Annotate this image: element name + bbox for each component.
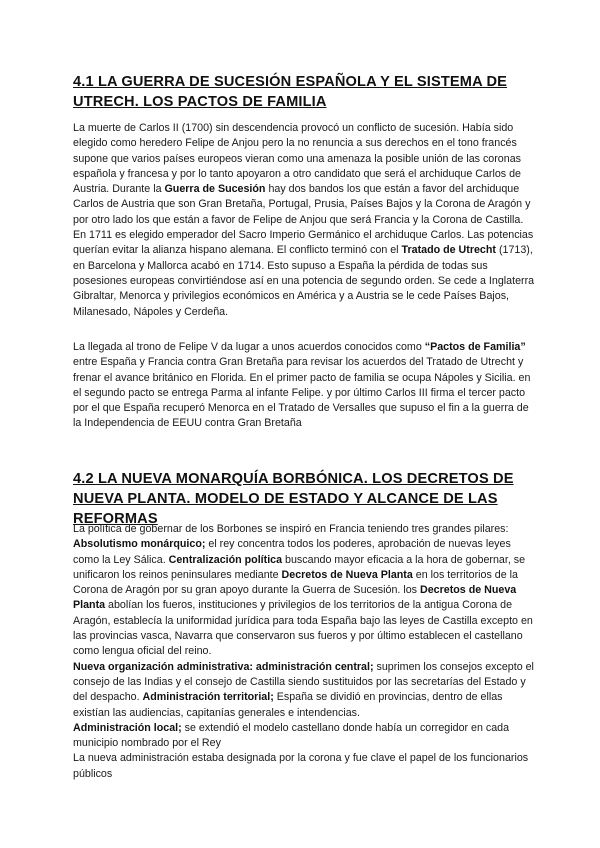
bold-term: Administración territorial; (142, 691, 274, 704)
text-run: buscando mayor eficacia a la hora de gobernar, se unificaron los reinos peninsulares mediante (73, 553, 526, 581)
bold-term: Decretos de Nueva Planta (281, 568, 413, 581)
bold-term: Administración local; (73, 721, 182, 734)
text-run: abolían los fueros, instituciones y privilegios de los territorios de la antigua Corona de Aragón, establecía la uniformidad jurídica para toda España bajo las leyes de Castilla excepto en las provincias vasca, Navarra que conservaron sus fueros y por último establecen el castellano como lengua oficial del reino. (73, 599, 533, 658)
text-run: (1713), en Barcelona y Mallorca acabó en 1714. Esto supuso a España la pérdida de todas sus posesiones europeas convirtiéndose así en una potencia de segundo orden. Se cede a Inglaterra Gibraltar, Menorca y privilegios económicos en América y a Austria se le cede Países Bajos, Milanesado, Nápoles y Cerdeña. (73, 244, 535, 318)
text-run: entre España y Francia contra Gran Bretaña para revisar los acuerdos del Tratado de Utrecht y frenar el avance británico en Florida. En el primer pacto de familia se ocupa Nápoles y Sicilia. en el segundo pacto se entrega Parma al infante Felipe. y por último Carlos III firma el tercer pacto por el que España recuperó Menorca en el Tratado de Versalles que supuso el fin a la guerra de la Independencia de EEUU contra Gran Bretaña (73, 356, 531, 430)
section-title-guerra-sucesion: 4.1 LA GUERRA DE SUCESIÓN ESPAÑOLA Y EL SISTEMA DE UTRECH. LOS PACTOS DE FAMILIA (73, 74, 508, 110)
text-run: La nueva administración estaba designada por la corona y fue clave el papel de los funcionarios públicos (73, 752, 529, 780)
text-run: España se dividió en provincias, dentro de ellas existían las audiencias, capitanías generales e intendencias. (73, 691, 503, 719)
section-title-monarquia-borbonica: 4.2 LA NUEVA MONARQUÍA BORBÓNICA. LOS DECRETOS DE NUEVA PLANTA. MODELO DE ESTADO Y ALCANCE DE LAS REFORMAS (73, 471, 514, 527)
paragraph-pactos-familia (73, 340, 535, 432)
text-run: suprimen los consejos excepto el consejo de las Indias y el consejo de Castilla siendo sustituidos por las secretarías del Estado y del despacho. (73, 660, 534, 704)
bold-term: Centralización política (168, 553, 283, 566)
bold-term: “Pactos de Familia” (424, 341, 526, 353)
text-run: La llegada al trono de Felipe V da lugar a unos acuerdos conocidos como (73, 341, 425, 353)
bold-term: Guerra de Sucesión (164, 183, 266, 196)
text-run: hay dos bandos los que están a favor del archiduque Carlos de Austria que son Gran Bretaña, Portugal, Prusia, Países Bajos y la Corona de Aragón y por otro lado los que están a favor de Felipe de Anjou que será Francia y la Corona de Castilla. En 1711 es elegido emperador del Sacro Imperio Germánico el archiduque Carlos. Las potencias querían evitar la alianza hispano alemana. El conflicto terminó con el (73, 183, 534, 257)
bold-term: Decretos de Nueva Planta (73, 584, 517, 612)
text-run: La muerte de Carlos II (1700) sin descendencia provocó un conflicto de sucesión. Había sido elegido como heredero Felipe de Anjou pero la no renuncia a sus derechos en el tono francés supone que varios países europeos vieran como una amenaza la posible unión de las coronas española y francesa y por lo tanto apoyaron a otro candidato que será el archiduque Carlos de Austria. Durante la (73, 122, 521, 196)
text-run: se extendió el modelo castellano donde había un corregidor en cada municipio nombrado por el Rey (73, 721, 510, 750)
paragraph-nueva-planta (73, 522, 535, 782)
text-run: el rey concentra todos los poderes, aprobación de nuevas leyes como la Ley Sálica. (73, 538, 511, 566)
bold-term: Absolutismo monárquico; (73, 538, 206, 551)
text-run: en los territorios de la Corona de Aragón por su gran apoyo durante la Guerra de Sucesión. los (73, 568, 518, 597)
bold-term: Nueva organización administrativa: administración central; (73, 660, 374, 673)
text-run: La política de gobernar de los Borbones se inspiró en Francia teniendo tres grandes pilares: (73, 523, 509, 535)
paragraph-guerra-sucesion (73, 121, 535, 320)
bold-term: Tratado de Utrecht (401, 244, 496, 257)
